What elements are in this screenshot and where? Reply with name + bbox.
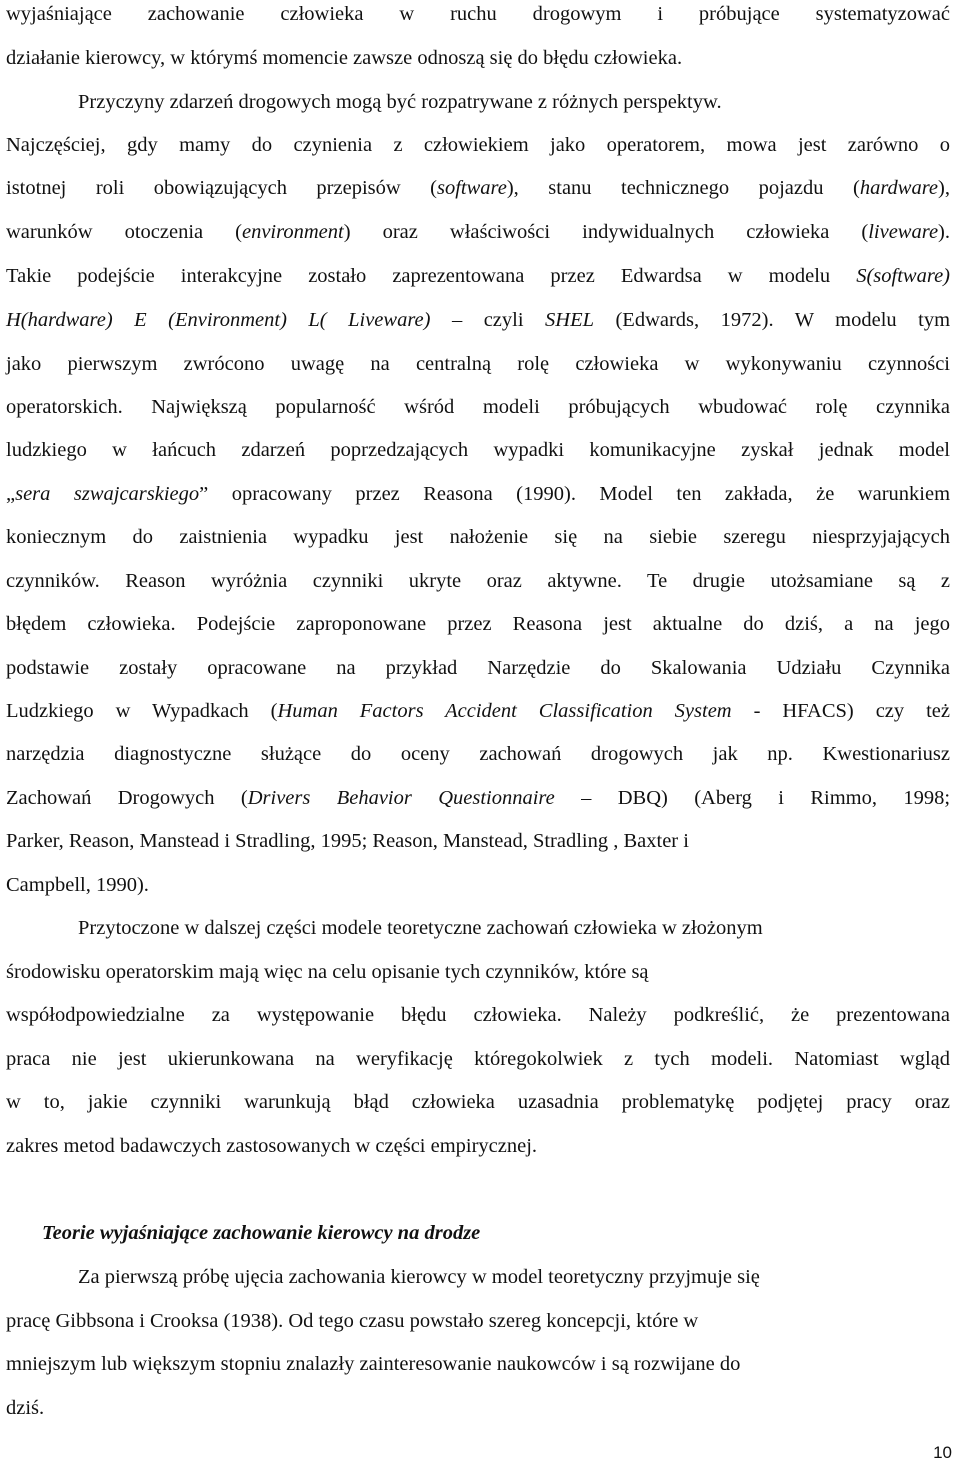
text-line: Przytoczone w dalszej części modele teoretyczne zachowań człowieka w złożonym: [78, 917, 763, 939]
italic-term: SHEL: [545, 309, 594, 331]
text-span: – czyli: [430, 309, 546, 331]
text-span: „: [6, 483, 16, 505]
text-line: Przyczyny zdarzeń drogowych mogą być rozpatrywane z różnych perspektyw.: [78, 91, 722, 113]
text-span: - HFACS) czy też: [731, 700, 950, 722]
text-line: [6, 788, 950, 812]
text-line: mniejszym lub większym stopniu znalazły zainteresowanie naukowców i są rozwijane do: [6, 1353, 741, 1375]
text-span: Ludzkiego w Wypadkach (: [6, 700, 278, 722]
italic-term: S(software): [856, 265, 950, 287]
text-span: ),: [938, 177, 950, 199]
text-line: w to, jakie czynniki warunkują błąd człowieka uzasadnia problematykę podjętej pracy oraz: [6, 1091, 950, 1113]
text-line: błędem człowieka. Podejście zaproponowane przez Reasona jest aktualne do dziś, a na jego: [6, 613, 950, 635]
text-line: środowisku operatorskim mają więc na celu opisanie tych czynników, które są: [6, 961, 649, 983]
italic-term: environment: [241, 221, 344, 243]
text-line: ludzkiego w łańcuch zdarzeń poprzedzających wypadki komunikacyjne zyskał jednak model: [6, 439, 950, 461]
text-line: [6, 266, 950, 290]
italic-term: H(hardware) E (Environment) L( Liveware): [6, 309, 431, 331]
section-heading: Teorie wyjaśniające zachowanie kierowcy na drodze: [42, 1222, 481, 1244]
text-line: Parker, Reason, Manstead i Stradling, 1995; Reason, Manstead, Stradling , Baxter i: [6, 830, 689, 852]
italic-term: software: [436, 177, 507, 199]
text-line: podstawie zostały opracowane na przykład Narzędzie do Skalowania Udziału Czynnika: [6, 657, 950, 679]
text-line: pracę Gibbsona i Crooksa (1938). Od tego czasu powstało szereg koncepcji, które w: [6, 1310, 699, 1332]
text-span: Zachowań Drogowych (: [6, 787, 248, 809]
text-line: operatorskich. Największą popularność wśród modeli próbujących wbudować rolę czynnika: [6, 396, 950, 418]
italic-term: Drivers Behavior Questionnaire: [247, 787, 555, 809]
text-line: działanie kierowcy, w którymś momencie zawsze odnoszą się do błędu człowieka.: [6, 47, 683, 69]
text-line: koniecznym do zaistnienia wypadku jest nałożenie się na siebie szeregu niesprzyjających: [6, 526, 950, 548]
italic-term: Human Factors Accident Classification System: [277, 700, 732, 722]
text-span: ) oraz właściwości indywidualnych człowieka (: [343, 221, 869, 243]
text-line: [6, 701, 950, 725]
text-line: narzędzia diagnostyczne służące do oceny zachowań drogowych jak np. Kwestionariusz: [6, 743, 950, 765]
text-line: [6, 222, 950, 246]
text-line: [6, 178, 950, 202]
text-line: współodpowiedzialne za występowanie błędu człowieka. Należy podkreślić, że prezentowana: [6, 1004, 950, 1026]
text-line: [6, 310, 950, 334]
text-span: ” opracowany przez Reasona (1990). Model ten zakłada, że warunkiem: [199, 483, 951, 505]
text-line: Za pierwszą próbę ujęcia zachowania kierowcy w model teoretyczny przyjmuje się: [78, 1266, 760, 1288]
text-line: zakres metod badawczych zastosowanych w części empirycznej.: [6, 1135, 538, 1157]
text-line: jako pierwszym zwrócono uwagę na centralną rolę człowieka w wykonywaniu czynności: [6, 353, 950, 375]
text-line: Campbell, 1990).: [6, 874, 149, 896]
italic-term: sera szwajcarskiego: [15, 483, 200, 505]
text-span: (Edwards, 1972). W modelu tym: [594, 309, 951, 331]
italic-term: liveware: [868, 221, 939, 243]
text-line: [6, 484, 950, 508]
text-line: dziś.: [6, 1397, 45, 1419]
text-span: – DBQ) (Aberg i Rimmo, 1998;: [554, 787, 951, 809]
text-span: ).: [938, 221, 950, 243]
text-line: wyjaśniające zachowanie człowieka w ruchu drogowym i próbujące systematyzować: [6, 3, 950, 25]
text-span: Takie podejście interakcyjne zostało zaprezentowana przez Edwardsa w modelu: [6, 265, 857, 287]
text-line: Najczęściej, gdy mamy do czynienia z człowiekiem jako operatorem, mowa jest zarówno o: [6, 134, 950, 156]
text-line: praca nie jest ukierunkowana na weryfikację któregokolwiek z tych modeli. Natomiast wgląd: [6, 1048, 950, 1070]
text-span: warunków otoczenia (: [6, 221, 242, 243]
page-number: 10: [933, 1443, 952, 1462]
text-span: istotnej roli obowiązujących przepisów (: [6, 177, 437, 199]
italic-term: hardware: [859, 177, 939, 199]
text-line: czynników. Reason wyróżnia czynniki ukryte oraz aktywne. Te drugie utożsamiane są z: [6, 570, 950, 592]
text-span: ), stanu technicznego pojazdu (: [506, 177, 860, 199]
